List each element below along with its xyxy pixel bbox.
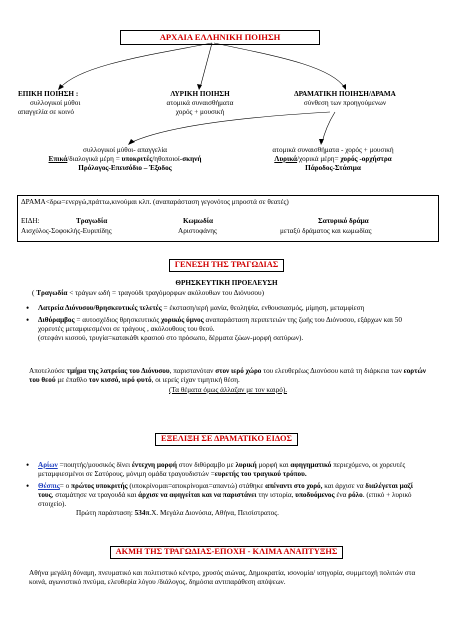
eidi-label: ΕΙΔΗ: [21,217,40,225]
choral-line3: Πάροδος-Στάσιμα [305,164,361,172]
dithyramb-note: (στεφάνι κισσού, τρυγία=κατακάθι κρασιού στο πρόσωπο, δέρματα ζώων-μορφή σατύρων). [38,334,304,342]
para-text-2: , παριστανόταν [169,367,216,375]
actors-text: /ηθοποιοί- [152,155,183,163]
arrow-dramatic [214,43,345,88]
thespis-text-6: ένα [334,491,349,499]
thespis-text-2: (υποκρίνομαι=αποκρίνομαι=απαντώ) στάθηκε [127,482,266,490]
thespis-opposite-chorus: απέναντι στο χορό, [265,482,323,490]
dramatic-heading: ΔΡΑΜΑΤΙΚΗ ΠΟΙΗΣΗ/ΔΡΑΜΑ [294,90,396,98]
genesis-item-dithyramb [22,316,427,343]
choral-line2 [228,155,438,164]
etym-open: ( [32,289,37,297]
episodic-line1: συλλογικοί μύθοι- απαγγελία [82,146,168,154]
etym-word: Τραγωδία [36,289,68,297]
drama-etymology: <δρω=ενεργώ,πράττω,κινούμαι κλπ. (αναπαράσταση γεγονότος μπροστά σε θεατές) [45,198,289,206]
arrow-lyric [200,43,212,88]
lyric-parts-text: /χορικά μέρη= [297,155,341,163]
first-performance-text: .Χ. Μεγάλα Διονύσια, Αθήνα, Πεισίστρατος. [149,509,279,517]
thespis-link[interactable]: Θέσπις [38,482,60,490]
etym-rest: < τράγων ωδή = τραγούδι τραγόμορφων ακόλουθων του Διόνυσου) [67,289,264,297]
epic-line1: συλλογικοί μύθοι [30,99,81,107]
para-text-1: Αποτελούσε [29,367,67,375]
arion-text-2: στον διθύραμβο με [177,461,236,469]
para-sacred-place: στον ιερό χώρο [215,367,262,375]
page-title: ΑΡΧΑΙΑ ΕΛΛΗΝΙΚΗ ΠΟΙΗΣΗ [120,30,320,45]
evolution-title-text: ΕΞΕΛΙΞΗ ΣΕ ΔΡΑΜΑΤΙΚΟ ΕΙΔΟΣ [155,433,298,446]
themes-note-text: (Τα θέματα όμως άλλαζαν με τον καιρό). [168,386,288,394]
first-performance [38,509,427,518]
para-text-3: του ελευθερέως Διονύσου κατά τη διάρκεια των [261,367,404,375]
religious-origin: ΘΡΗΣΚΕΥΤΙΚΗ ΠΡΟΕΛΕΥΣΗ [175,279,278,287]
arion-narrative: αφηγηματικό [290,461,332,469]
tragedy-etymology [32,289,442,298]
first-performance-label: Πρώτη παράσταση: [76,509,135,517]
drama-word: ΔΡΑΜΑ [21,198,46,206]
arrow-dramatic-right [322,112,335,143]
para-text-5: , οι ιερείς είχαν τιμητική θέση. [151,376,240,384]
para-themes-note [29,386,427,395]
choral-line1: ατομικά συναισθήματα - χορός + μουσική [272,146,394,154]
thespis-text-1: = ο [59,482,72,490]
arrow-epic [60,43,212,88]
lyric-line1: ατομικά συναισθήματα [166,99,234,107]
comedy-label: Κωμωδία [183,217,214,225]
worship-label: Λατρεία Διόνυσου/θρησκευτικές τελετές [38,304,162,312]
thespis-text-4: , σταμάτησε να τραγουδά και [51,491,139,499]
evolution-list [22,461,427,522]
section-peak-title [0,546,453,559]
genesis-title-text: ΓΕΝΕΣΗ ΤΗΣ ΤΡΑΓΩΔΙΑΣ [169,259,285,272]
genesis-list [22,304,427,347]
episodic-parts [20,146,230,173]
dithyramb-text2: αναπαράσταση περιπετειών της ζωής του Διόνυσου, εξάρχων και 50 χορευτές μεταμφιεσμένοι σε τράγους , ακόλουθους του θεού. [38,316,402,333]
thespis-role: ρόλο [348,491,363,499]
evolution-item-thespis [22,482,427,518]
chorus-label: χορός -ορχήστρα [340,155,392,163]
lyric-parts-label: Λυρικά [274,155,298,163]
arion-lyric: λυρική [235,461,257,469]
peak-paragraph: Αθήνα μεγάλη δύναμη, πνευματικό και πολιτιστικό κέντρο, χρυσός αιώνας, Δημοκρατία, ισονομία/ ισηγορία, συμμετοχή πολιτών στα κοινά, αγωνιστικό πνεύμα, ελευθερία λόγου /διάλογος, δημόσια αντιπαράθεση απόψεων. [29,569,416,586]
epic-line2: απαγγελία σε κοινό [18,108,74,116]
tragedy-label: Τραγωδία [76,217,108,225]
comedy-poets: Αριστοφάνης [178,227,217,235]
arion-inventor: ευρετής του τραγικού τρόπου. [214,470,307,478]
first-performance-year: 534π [134,509,150,517]
dithyramb-hymn: χορικός ύμνος [161,316,204,324]
dithyramb-text1: = αυτοσχέδιος θρησκευτικός [74,316,162,324]
dramatic-line1: σύνθεση των προηγούμενων [303,99,387,107]
episodic-line2 [20,155,230,164]
lyric-heading: ΛΥΡΙΚΗ ΠΟΙΗΣΗ [170,90,230,98]
tragedy-poets: Αισχύλος-Σοφοκλής-Ευριπίδης [21,227,112,235]
thespis-first-actor: πρώτος υποκριτής [71,482,128,490]
para-feasts: εορτών του θεού [29,367,426,384]
epic-parts-label: Επικά [48,155,68,163]
thespis-narrate: άρχισε να αφηγείται και να παριστάνει [138,491,257,499]
thespis-text-7: . (επικό + λυρικό στοιχείο). [38,491,412,508]
arrowhead-dramatic-left [128,139,135,145]
arrowhead-dramatic-right [319,139,324,145]
dithyramb-label: Διθύραμβος [38,316,75,324]
para-ivy: τον κισσό, ιερό φυτό [88,376,152,384]
epic-heading: ΕΠΙΚΗ ΠΟΙΗΣΗ : [18,90,79,98]
lyric-line2: χορός + μουσική [175,108,225,116]
drama-definition-box [17,195,439,242]
thespis-impersonating: υποδυόμενος [295,491,335,499]
thespis-dialogue: διαλέγεται μαζί τους [38,482,413,499]
thespis-text-3: και άρχισε να [322,482,366,490]
peak-title-text: ΑΚΜΗ ΤΗΣ ΤΡΑΓΩΔΙΑΣ-ΕΠΟΧΗ - ΚΛΙΜΑ ΑΝΑΠΤΥΞΗΣ [110,546,344,559]
thespis-text-5: την ιστορία, [256,491,296,499]
arion-text-4: περιεχόμενο, οι χορευτές μεταμφιεσμένοι σε Σατύρους, μόνιμη ομάδα τραγουδιστών = [38,461,406,478]
satyr-label: Σατυρικό δράμα [318,217,369,225]
genesis-paragraph [29,367,427,395]
actors-label: υποκριτές [121,155,153,163]
section-genesis-title [0,259,453,272]
choral-parts [228,146,438,173]
section-evolution-title [0,433,453,446]
drama-definition [21,198,431,207]
dramatic-poetry [255,90,435,108]
arion-artistic-form: έντεχνη μορφή [131,461,177,469]
arion-link[interactable]: Αρίων [38,461,58,469]
episodic-line3: Πρόλογος-Επεισόδιο – Έξοδος [78,164,172,172]
genesis-item-worship [22,304,427,313]
epic-parts-text: /διαλογικά μέρη = [67,155,122,163]
arion-text-1: =ποιητής/μουσικός δίνει [57,461,132,469]
evolution-item-arion [22,461,427,479]
arrow-dramatic-left [130,112,330,143]
arion-text-3: μορφή και [256,461,291,469]
satyr-note: μεταξύ δράματος και κωμωδίας [280,227,372,235]
para-text-4: με έπαθλο [55,376,89,384]
worship-text: = έκσταση/ιερή μανία, θεοληψία, ενθουσιασμός, μίμηση, μεταμφίεση [161,304,365,312]
para-worship: τμήμα της λατρείας του Διόνυσου [66,367,170,375]
stage-label: σκηνή [182,155,202,163]
